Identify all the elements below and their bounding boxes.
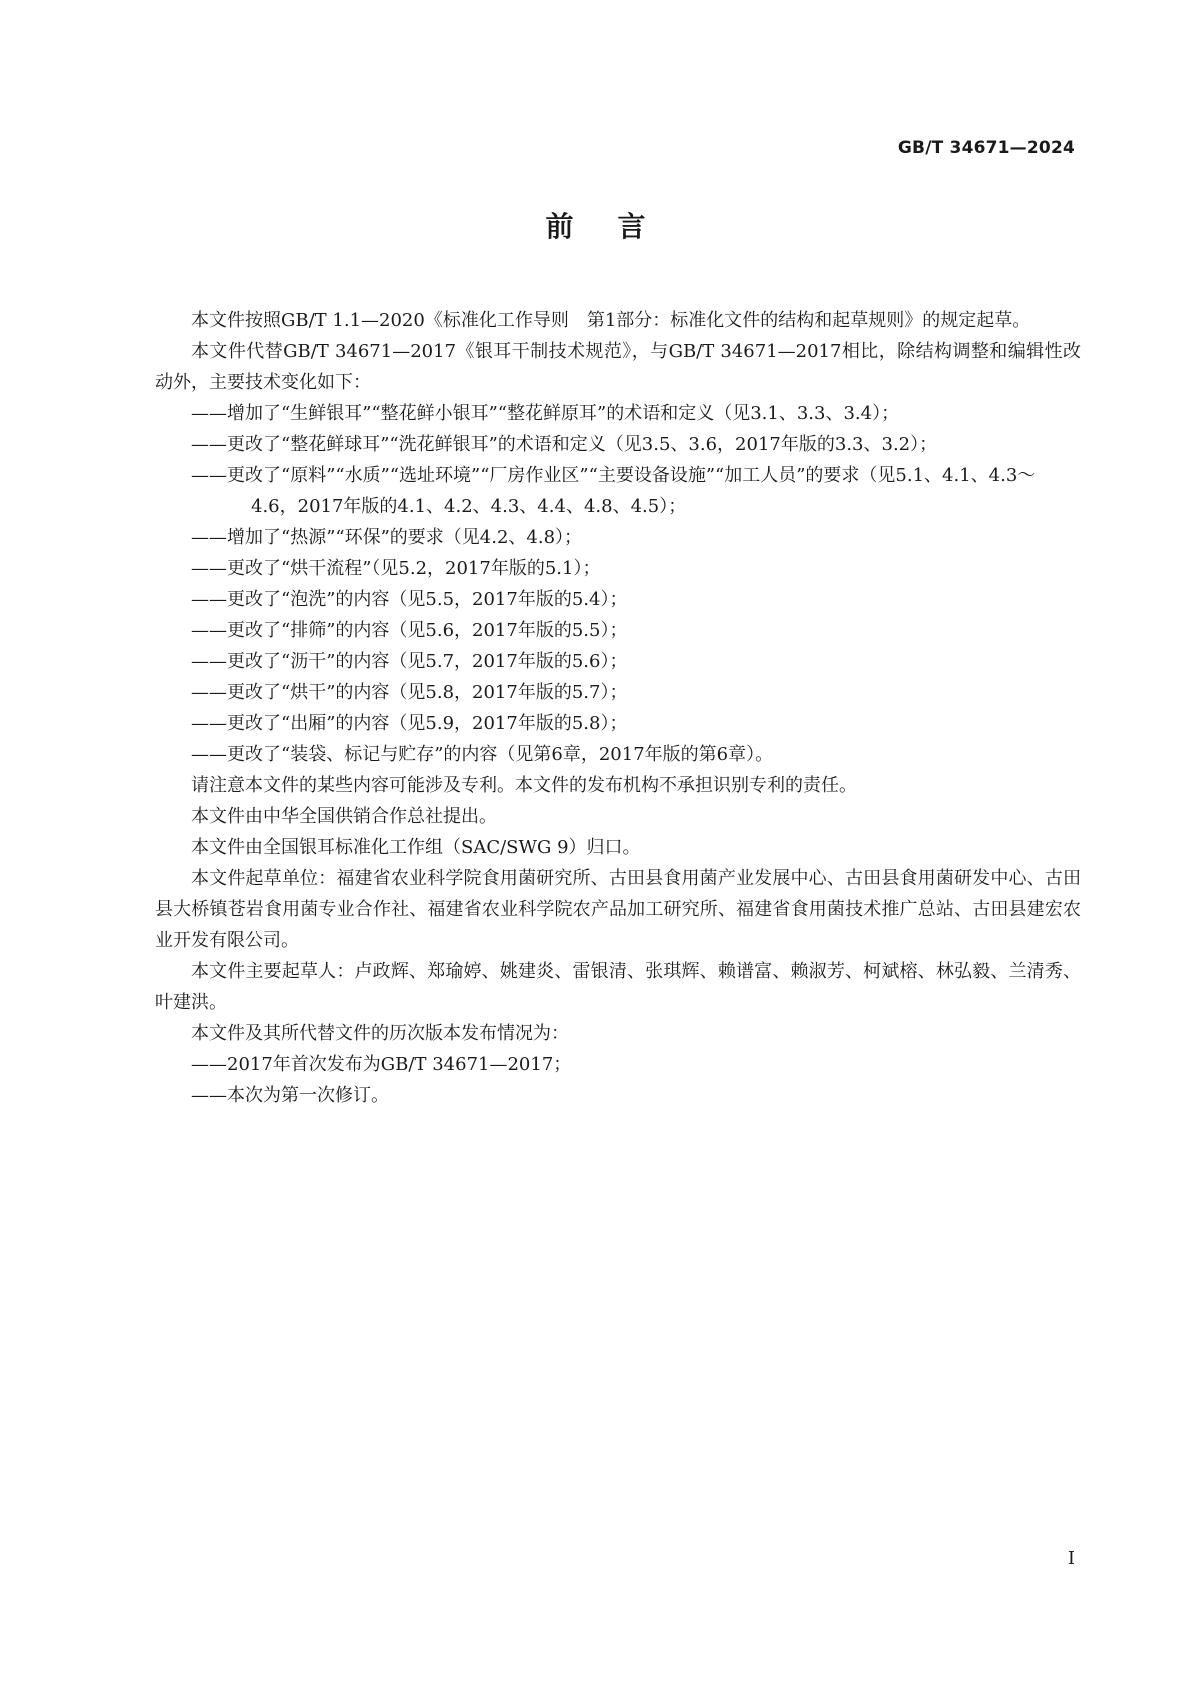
paragraph: 本文件代替GB/T 34671—2017《银耳干制技术规范》，与GB/T 34671—2017相比，除结构调整和编辑性改动外，主要技术变化如下：	[155, 341, 1081, 393]
standard-number: GB/T 34671—2024	[897, 138, 1075, 158]
paragraph: 本文件由全国银耳标准化工作组（SAC/SWG 9）归口。	[191, 837, 641, 858]
change-item: ——增加了“热源”“环保”的要求（见4.2、4.8）；	[191, 527, 583, 548]
paragraph: 本文件由中华全国供销合作总社提出。	[191, 806, 497, 827]
page-number: I	[1067, 1548, 1075, 1569]
change-item: ——更改了“原料”“水质”“选址环境”“厂房作业区”“主要设备设施”“加工人员”的要求（见5.1、4.1、4.3～4.6，2017年版的4.1、4.2、4.3、4.4、4.8、4.5）；	[191, 465, 1036, 517]
change-item: ——更改了“出厢”的内容（见5.9，2017年版的5.8）；	[191, 713, 628, 734]
paragraph: 本文件及其所代替文件的历次版本发布情况为：	[191, 1023, 569, 1044]
change-item: ——更改了“排筛”的内容（见5.6，2017年版的5.5）；	[191, 620, 628, 641]
change-item: ——更改了“整花鲜球耳”“洗花鲜银耳”的术语和定义（见3.5、3.6，2017年版的3.3、3.2）；	[191, 434, 938, 455]
page-title: 前言	[545, 210, 690, 243]
change-item: ——更改了“烘干流程”（见5.2，2017年版的5.1）；	[191, 558, 601, 579]
history-item: ——2017年首次发布为GB/T 34671—2017；	[191, 1054, 572, 1075]
change-item: ——更改了“装袋、标记与贮存”的内容（见第6章，2017年版的第6章）。	[191, 744, 774, 765]
history-item: ——本次为第一次修订。	[191, 1085, 389, 1106]
change-item: ——更改了“烘干”的内容（见5.8，2017年版的5.7）；	[191, 682, 628, 703]
change-item: ——更改了“泡洗”的内容（见5.5，2017年版的5.4）；	[191, 589, 628, 610]
change-item: ——增加了“生鲜银耳”“整花鲜小银耳”“整花鲜原耳”的术语和定义（见3.1、3.3、3.4）；	[191, 403, 900, 424]
document-body	[155, 305, 1081, 1111]
paragraph: 本文件按照GB/T 1.1—2020《标准化工作导则 第1部分：标准化文件的结构和起草规则》的规定起草。	[191, 310, 1031, 331]
change-item: ——更改了“沥干”的内容（见5.7，2017年版的5.6）；	[191, 651, 628, 672]
paragraph: 本文件起草单位：福建省农业科学院食用菌研究所、古田县食用菌产业发展中心、古田县食用菌研发中心、古田县大桥镇苍岩食用菌专业合作社、福建省农业科学院农产品加工研究所、福建省食用菌技术推广总站、古田县建宏农业开发有限公司。	[155, 868, 1081, 951]
paragraph: 请注意本文件的某些内容可能涉及专利。本文件的发布机构不承担识别专利的责任。	[191, 775, 857, 796]
paragraph: 本文件主要起草人：卢政辉、郑瑜婷、姚建炎、雷银清、张琪辉、赖谱富、赖淑芳、柯斌榕、林弘毅、兰清秀、叶建洪。	[155, 961, 1081, 1013]
